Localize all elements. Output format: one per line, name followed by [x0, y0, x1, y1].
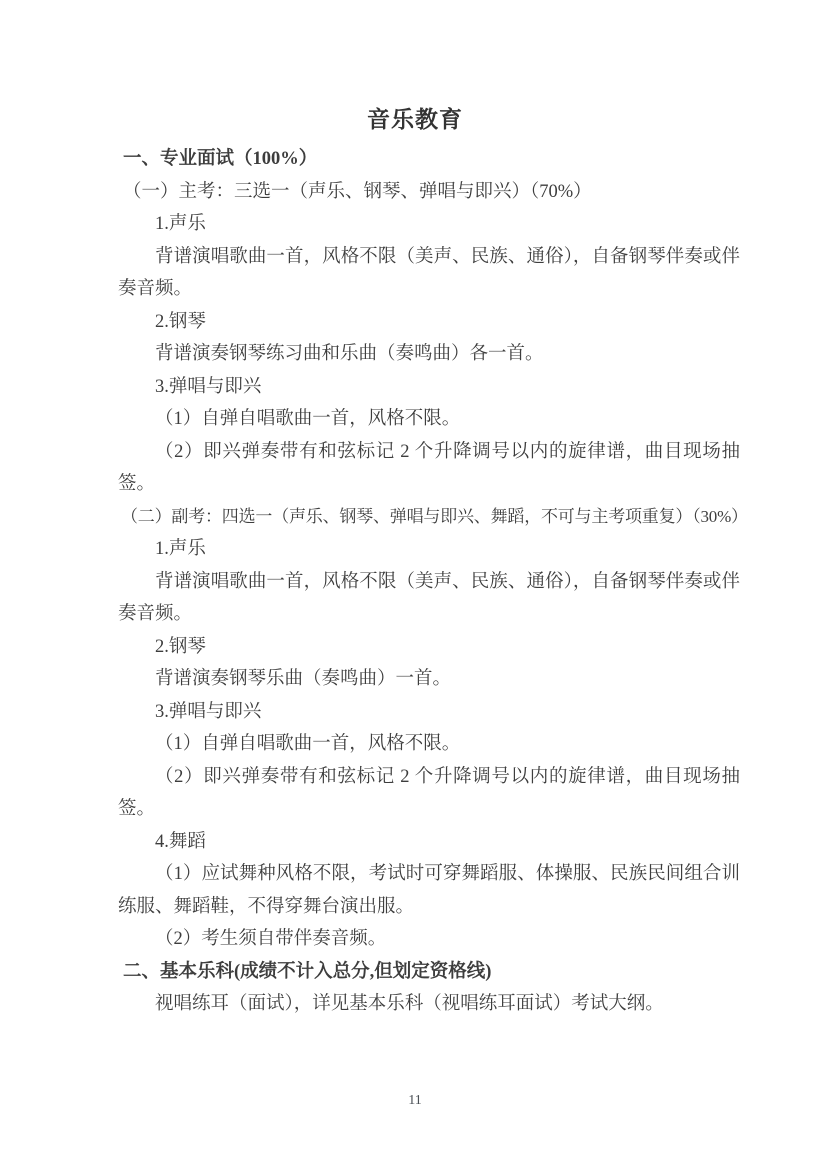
text-line: 1.声乐: [155, 539, 206, 559]
text-line: 2.钢琴: [155, 311, 206, 332]
text-line: 1.声乐: [155, 214, 206, 234]
text-line: 背谱演唱歌曲一首，风格不限（美声、民族、通俗），自备钢琴伴奏或伴奏音频。: [118, 246, 740, 299]
text-line: 3.弹唱与即兴: [155, 376, 262, 397]
text-line: （2）考生须自带伴奏音频。: [155, 929, 387, 949]
document-title: 音乐教育: [367, 107, 463, 132]
text-line: 背谱演奏钢琴乐曲（奏鸣曲）一首。: [155, 669, 452, 689]
text-line: （1）自弹自唱歌曲一首，风格不限。: [155, 409, 461, 429]
document-body: [0, 137, 830, 1021]
text-line: （2）即兴弹奏带有和弦标记 2 个升降调号以内的旋律谱，曲目现场抽签。: [118, 441, 740, 494]
text-line: 视唱练耳（面试），详见基本乐科（视唱练耳面试）考试大纲。: [155, 994, 664, 1014]
text-line: 3.弹唱与即兴: [155, 701, 262, 722]
text-line: （一）主考：三选一（声乐、钢琴、弹唱与即兴）（70%）: [123, 181, 592, 202]
text-line: （1）自弹自唱歌曲一首，风格不限。: [155, 734, 461, 754]
text-line: （1）应试舞种风格不限，考试时可穿舞蹈服、体操服、民族民间组合训练服、舞蹈鞋，不得穿舞台演出服。: [118, 864, 740, 917]
text-line: 一、专业面试（100%）: [123, 149, 318, 169]
text-line: （二）副考：四选一（声乐、钢琴、弹唱与即兴、舞蹈，不可与主考项重复）（30%）: [121, 506, 748, 526]
page-number: 11: [408, 1093, 422, 1108]
text-line: （2）即兴弹奏带有和弦标记 2 个升降调号以内的旋律谱，曲目现场抽签。: [118, 766, 740, 819]
text-line: 2.钢琴: [155, 636, 206, 657]
text-line: 4.舞蹈: [155, 831, 206, 852]
text-line: 二、基本乐科(成绩不计入总分,但划定资格线): [123, 961, 492, 982]
text-line: 背谱演奏钢琴练习曲和乐曲（奏鸣曲）各一首。: [155, 344, 544, 364]
text-line: 背谱演唱歌曲一首，风格不限（美声、民族、通俗），自备钢琴伴奏或伴奏音频。: [118, 571, 740, 624]
